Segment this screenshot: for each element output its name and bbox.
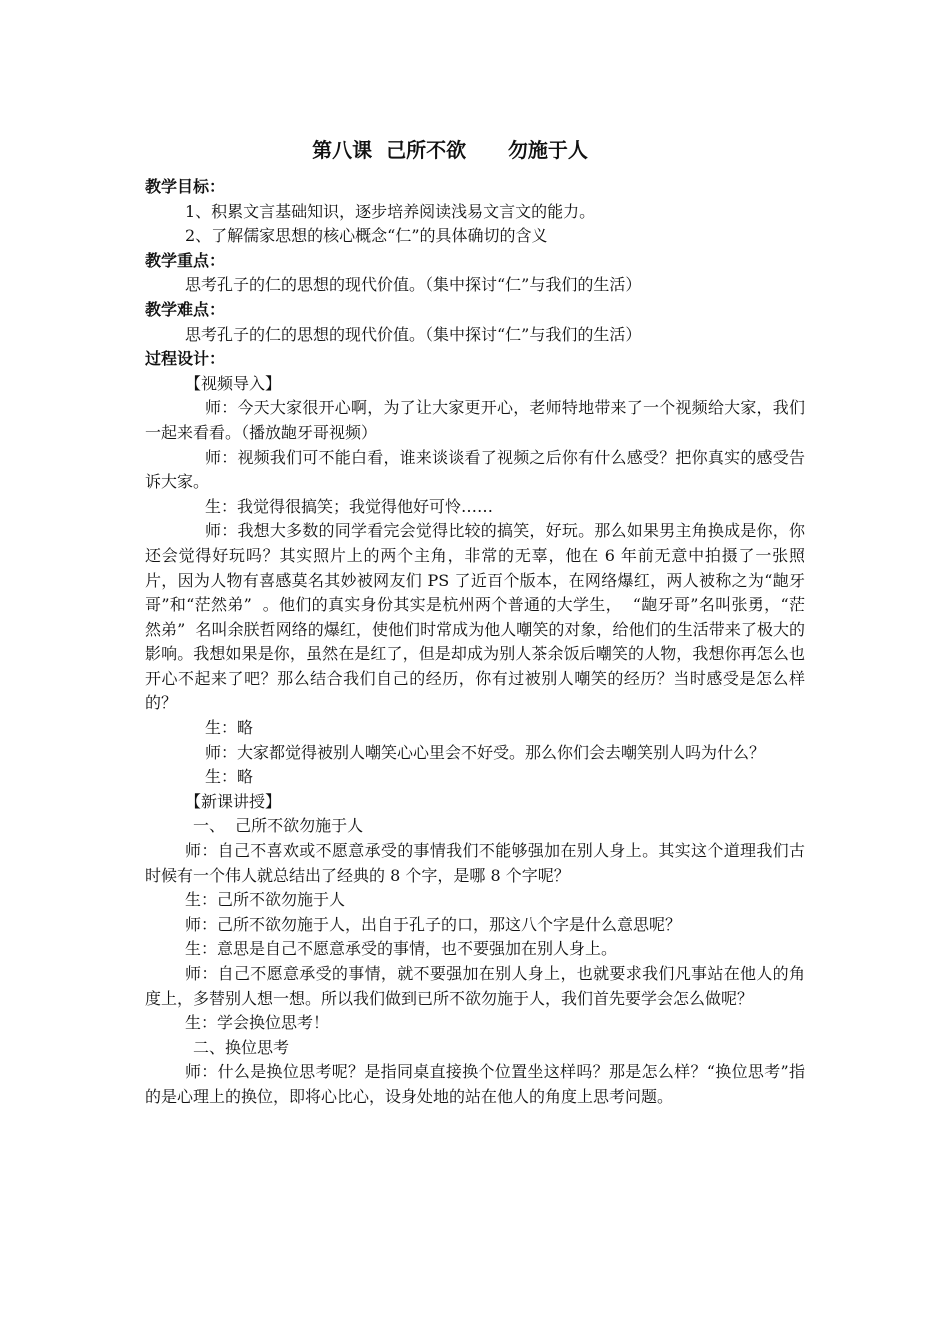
goals-heading: 教学目标： <box>145 177 226 196</box>
section-label-video-intro: 【视频导入】 <box>185 373 282 393</box>
lesson-title: 第八课 己所不欲 勿施于人 <box>312 138 588 162</box>
process-heading: 过程设计： <box>145 349 226 369</box>
dialogue-paragraph: 师：今天大家很开心啊，为了让大家更开心，老师特地带来了一个视频给大家，我们一起来看看。（播放龅牙哥视频） <box>145 398 805 442</box>
goal-item-2: 2、了解儒家思想的核心概念“仁”的具体确切的含义 <box>185 226 548 246</box>
subsection-heading-1: 一、 己所不欲勿施于人 <box>193 816 364 836</box>
difficulty-text: 思考孔子的仁的思想的现代价值。（集中探讨“仁”与我们的生活） <box>185 324 642 344</box>
dialogue-paragraph: 生：我觉得很搞笑；我觉得他好可怜…… <box>205 496 494 516</box>
dialogue-paragraph: 生：略 <box>205 718 254 738</box>
key-point-heading: 教学重点： <box>145 250 226 270</box>
subsection-heading-2: 二、换位思考 <box>193 1037 290 1057</box>
difficulty-heading: 教学难点： <box>145 299 226 319</box>
goal-item-1: 1、积累文言基础知识，逐步培养阅读浅易文言文的能力。 <box>185 201 596 221</box>
dialogue-paragraph: 师：自己不愿意承受的事情，就不要强加在别人身上，也就要求我们凡事站在他人的角度上，多替别人想一想。所以我们做到已所不欲勿施于人，我们首先要学会怎么做呢？ <box>145 964 805 1008</box>
dialogue-paragraph: 师：什么是换位思考呢？是指同桌直接换个位置坐这样吗？那是怎么样？“换位思考”指的是心理上的换位，即将心比心，设身处地的站在他人的角度上思考问题。 <box>145 1062 805 1106</box>
document-body <box>145 175 805 1110</box>
dialogue-paragraph: 生：意思是自己不愿意承受的事情，也不要强加在别人身上。 <box>185 939 618 959</box>
dialogue-paragraph: 生：略 <box>205 767 254 787</box>
dialogue-paragraph: 师：大家都觉得被别人嘲笑心心里会不好受。那么你们会去嘲笑别人吗为什么？ <box>205 742 766 762</box>
dialogue-paragraph: 师：己所不欲勿施于人，出自于孔子的口，那这八个字是什么意思呢？ <box>185 914 682 934</box>
dialogue-paragraph: 生：学会换位思考！ <box>185 1013 330 1033</box>
dialogue-paragraph: 生：己所不欲勿施于人 <box>185 890 346 910</box>
section-label-new-lesson: 【新课讲授】 <box>185 791 282 811</box>
dialogue-paragraph: 师：视频我们可不能白看，谁来谈谈看了视频之后你有什么感受？把你真实的感受告诉大家。 <box>145 447 805 492</box>
key-point-text: 思考孔子的仁的思想的现代价值。（集中探讨“仁”与我们的生活） <box>185 275 642 295</box>
dialogue-paragraph: 师：我想大多数的同学看完会觉得比较的搞笑，好玩。那么如果男主角换成是你，你还会觉得好玩吗？其实照片上的两个主角，非常的无辜，他在 6 年前无意中拍摄了一张照片，因为人物有喜感莫名其妙被网友们 PS 了近百个版本，在网络爆红，两人被称之为“龅牙哥”和“茫然弟” 。他们的真实身份其实是杭州两个普通的大学生， “龅牙哥”名叫张勇，“茫然弟” 名叫余朕哲网络的爆红，使他们时常成为他人嘲笑的对象，给他们的生活带来了极大的影响。我想如果是你，虽然在是红了，但是却成为别人茶余饭后嘲笑的人物，我想你再怎么也开心不起来了吧？那么结合我们自己的经历，你有过被别人嘲笑的经历？当时感受是怎么样的？ <box>145 521 805 713</box>
dialogue-paragraph: 师：自己不喜欢或不愿意承受的事情我们不能够强加在别人身上。其实这个道理我们古时候有一个伟人就总结出了经典的 8 个字，是哪 8 个字呢？ <box>145 841 805 885</box>
